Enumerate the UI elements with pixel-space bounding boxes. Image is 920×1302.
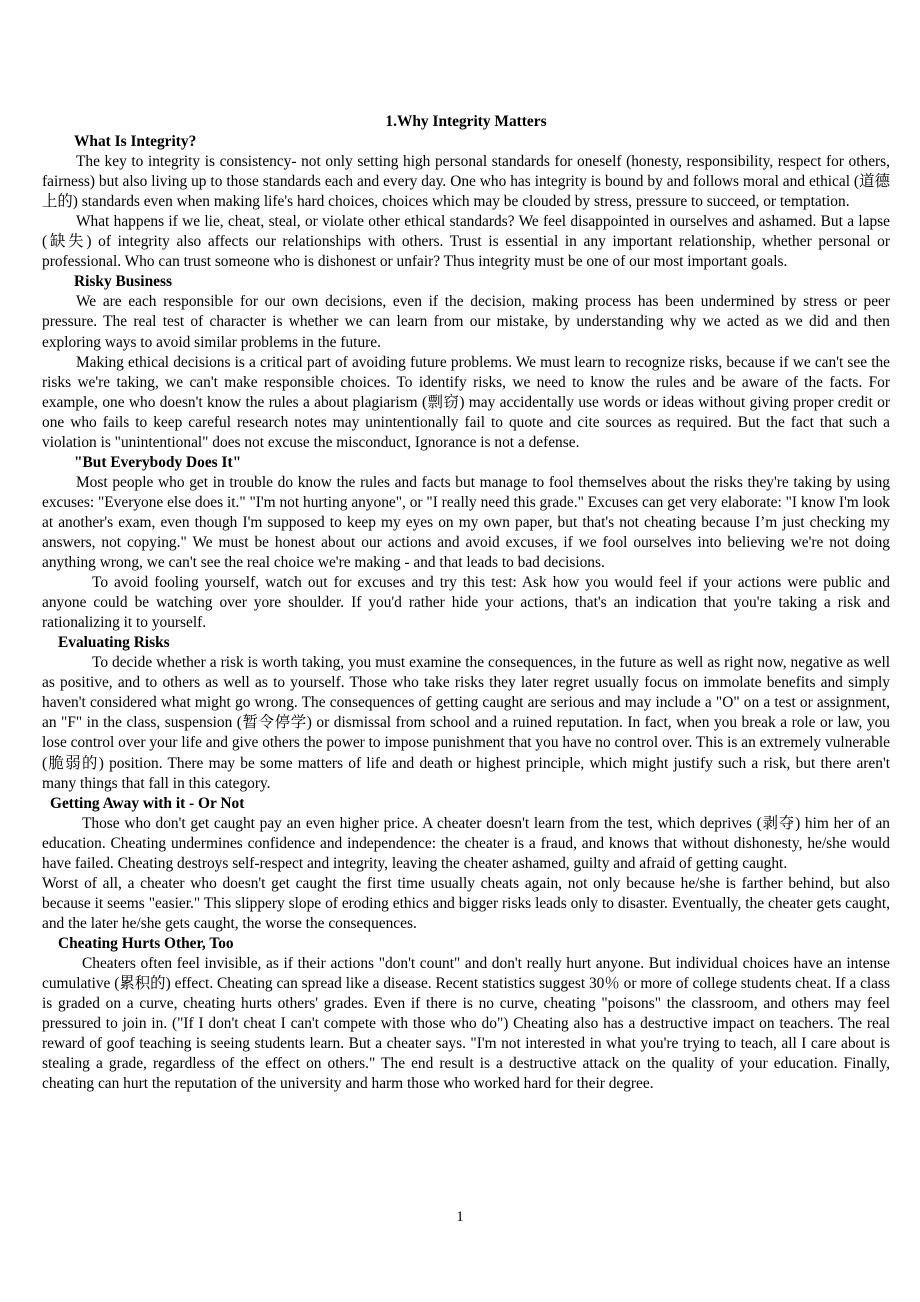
section-heading: Evaluating Risks bbox=[58, 634, 170, 652]
document-title: 1.Why Integrity Matters bbox=[385, 113, 547, 130]
paragraph: To avoid fooling yourself, watch out for excuses and try this test: Ask how you would feel if your actions were public and anyone could be watching over yore shoulder. If you'd rather hide your actions, that's an indication that you're taking a risk and rationalizing it to yourself. bbox=[42, 574, 890, 632]
page-number: 1 bbox=[456, 1209, 464, 1225]
section-heading: Cheating Hurts Other, Too bbox=[58, 934, 234, 952]
paragraph: Most people who get in trouble do know the rules and facts but manage to fool themselves about the risks they're taking by using excuses: "Everyone else does it." "I'm not hurting anyone", or "I really need this grade." Excuses can get very elaborate: "I know I'm look at another's exam, even though I'm supposed to keep my eyes on my own paper, but that's not cheating because I’m just checking my answers, not copying." We must be honest about our actions and avoid excuses, if we fool ourselves into believing we're not doing anything wrong, we can't see the real choice we're making - and that leads to bad decisions. bbox=[42, 473, 890, 572]
paragraph: Cheaters often feel invisible, as if their actions "don't count" and don't really hurt anyone. But individual choices have an intense cumulative (累积的) effect. Cheating can spread like a disease. Recent statistics suggest 30％ or more of college students cheat. If a class is graded on a curve, cheating hurts others' grades. Even if there is no curve, cheating "poisons" the classroom, and others may feel pressured to join in. ("If I don't cheat I can't compete with those who do") Cheating also has a destructive impact on teachers. The real reward of goof teaching is seeing students learn. But a cheater says. "I'm not interested in what you're trying to teach, all I care about is stealing a grade, regardless of the effect on others." The end result is a destructive attack on the quality of your education. Finally, cheating can hurt the reputation of the university and harm those who worked hard for their degree. bbox=[42, 954, 890, 1093]
section-heading: "But Everybody Does It" bbox=[74, 453, 242, 471]
section-heading: Risky Business bbox=[74, 273, 172, 291]
paragraph: We are each responsible for our own decisions, even if the decision, making process has been undermined by stress or peer pressure. The real test of character is whether we can learn from our mistake, by understanding why we acted as we did and then exploring ways to avoid similar problems in the future. bbox=[42, 293, 890, 351]
section-heading: Getting Away with it - Or Not bbox=[50, 794, 245, 812]
paragraph: Worst of all, a cheater who doesn't get caught the first time usually cheats again, not only because he/she is farther behind, but also because it seems "easier." This slippery slope of eroding ethics and bigger risks leads only to disaster. Eventually, the cheater gets caught, and the later he/she gets caught, the worse the consequences. bbox=[42, 874, 890, 932]
document-page bbox=[42, 112, 890, 1094]
paragraph: Those who don't get caught pay an even higher price. A cheater doesn't learn from the test, which deprives (剥夺) him her of an education. Cheating undermines confidence and independence: the cheater is a fraud, and knows that without dishonesty, he/she would have failed. Cheating destroys self-respect and integrity, leaving the cheater ashamed, guilty and afraid of getting caught. bbox=[42, 814, 890, 872]
paragraph: Making ethical decisions is a critical part of avoiding future problems. We must learn to recognize risks, because if we can't see the risks we're taking, we can't make responsible choices. To identify risks, we need to know the rules and be aware of the facts. For example, one who doesn't know the rules a about plagiarism (剽窃) may accidentally use words or ideas without giving proper credit or one who fails to keep careful research notes may unintentionally fail to quote and cite sources as required. But the fact that such a violation is "unintentional" does not excuse the misconduct, Ignorance is not a defense. bbox=[42, 353, 890, 451]
section-heading: What Is Integrity? bbox=[74, 133, 197, 151]
paragraph: To decide whether a risk is worth taking, you must examine the consequences, in the future as well as right now, negative as well as positive, and to others as well as to yourself. Those who take risks they later regret usually focus on immolate benefits and simply haven't considered what might go wrong. The consequences of getting caught are serious and may include a "O" on a test or assignment, an "F" in the class, suspension (暂令停学) or dismissal from school and a ruined reputation. In fact, when you break a role or law, you lose control over your life and give others the power to impose punishment that you have no control over. This is an extremely vulnerable (脆弱的) position. There may be some matters of life and death or highest principle, which might justify such a risk, but there aren't many things that fall in this category. bbox=[42, 654, 890, 792]
paragraph: The key to integrity is consistency- not only setting high personal standards for oneself (honesty, responsibility, respect for others, fairness) but also living up to those standards each and every day. One who has integrity is bound by and follows moral and ethical (道德上的) standards even when making life's hard choices, choices which may be clouded by stress, pressure to succeed, or temptation. bbox=[42, 153, 890, 211]
paragraph: What happens if we lie, cheat, steal, or violate other ethical standards? We feel disappointed in ourselves and ashamed. But a lapse (缺失) of integrity also affects our relationships with others. Trust is essential in any important relationship, whether personal or professional. Who can trust someone who is dishonest or unfair? Thus integrity must be one of our most important goals. bbox=[42, 213, 890, 271]
